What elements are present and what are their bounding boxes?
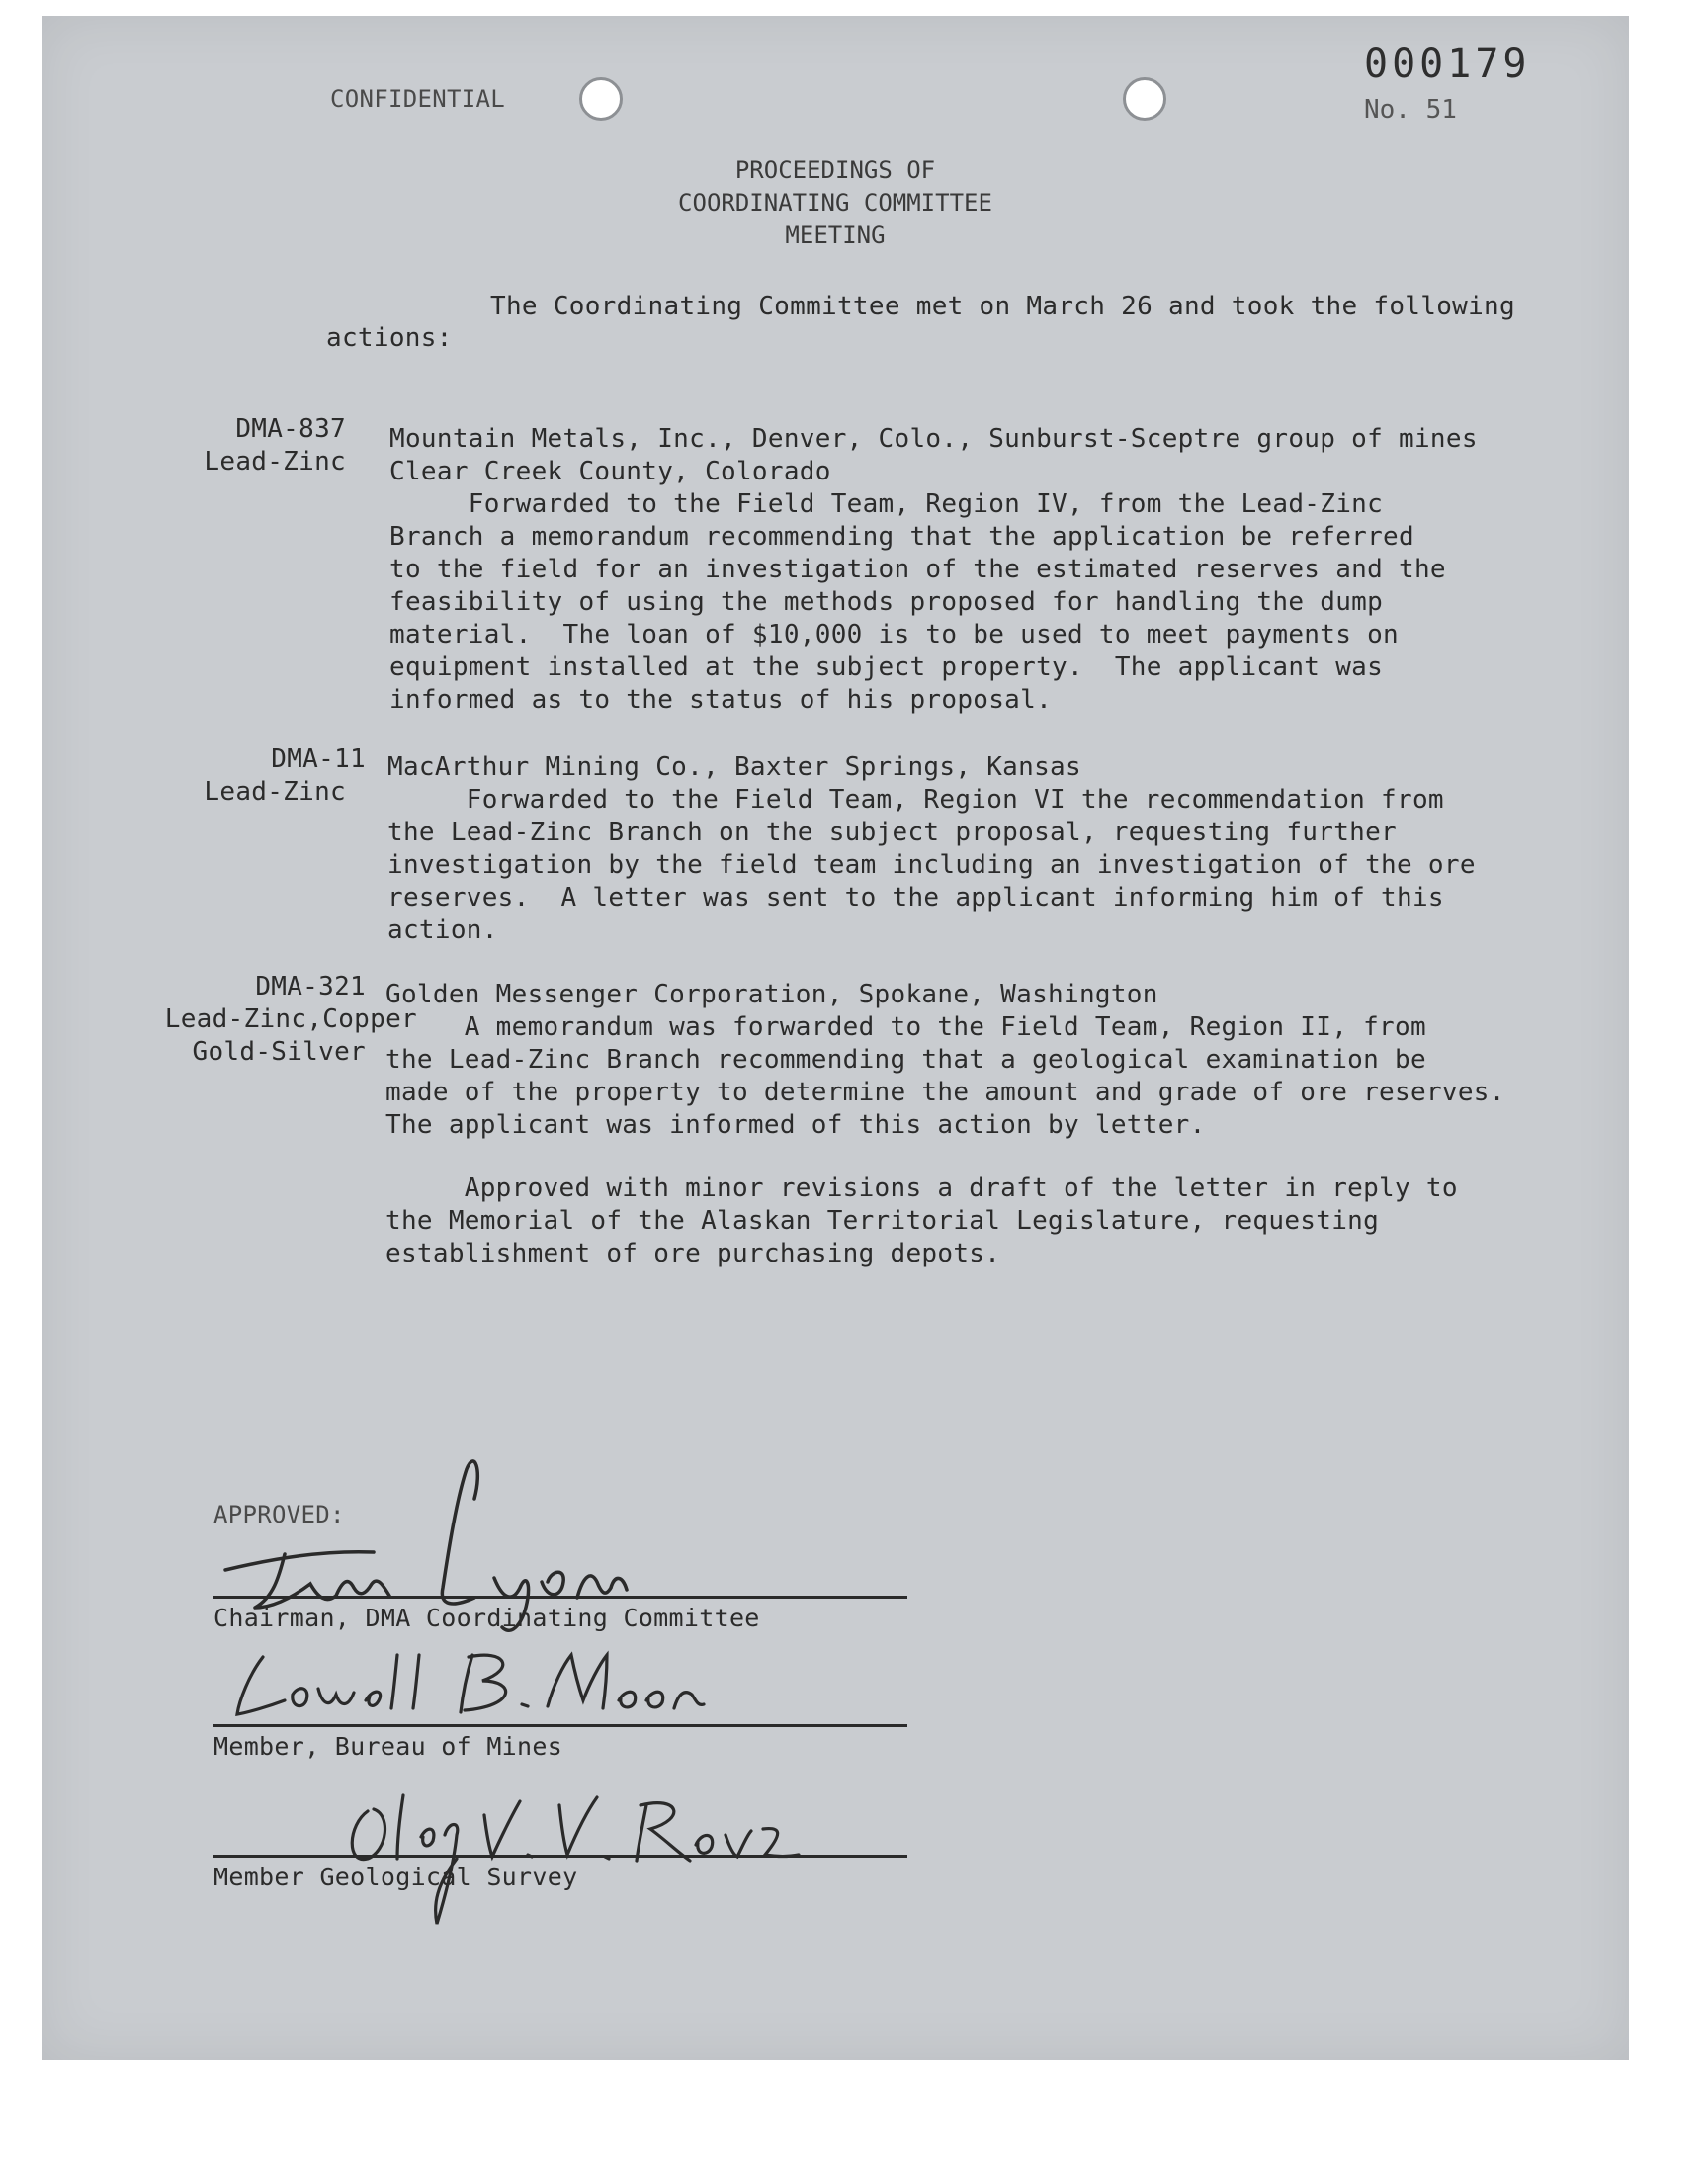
signature-line-chairman (214, 1596, 907, 1599)
item-line: Forwarded to the Field Team, Region IV, from the Lead-Zinc (389, 489, 1384, 519)
item-line: Golden Messenger Corporation, Spokane, Washington (385, 980, 1158, 1009)
closing-line: establishment of ore purchasing depots. (385, 1239, 1001, 1268)
item-line: material. The loan of $10,000 is to be used to meet payments on (389, 620, 1400, 650)
sheet-number: No. 51 (1364, 95, 1457, 125)
item-line: reserves. A letter was sent to the applicant informing him of this (387, 883, 1444, 913)
item-line: MacArthur Mining Co., Baxter Springs, Kansas (387, 752, 1081, 782)
document-page (42, 16, 1629, 2060)
title-line-2: COORDINATING COMMITTEE (678, 189, 992, 217)
item-line: feasibility of using the methods proposed for handling the dump (389, 587, 1384, 617)
intro-line-1: The Coordinating Committee met on March 26 and took the following (490, 292, 1515, 321)
item-category: Gold-Silver (192, 1037, 366, 1067)
item-line: made of the property to determine the amount and grade of ore reserves. (385, 1078, 1505, 1107)
item-category: Lead-Zinc (204, 777, 346, 807)
item-line: Forwarded to the Field Team, Region VI the recommendation from (387, 785, 1444, 815)
confidential-stamp: CONFIDENTIAL (330, 85, 505, 113)
item-line: informed as to the status of his proposal. (389, 685, 1053, 715)
item-line: A memorandum was forwarded to the Field Team, Region II, from (385, 1012, 1426, 1042)
bureau-of-mines-signature (219, 1645, 773, 1734)
document-number: 000179 (1364, 42, 1531, 87)
closing-line: Approved with minor revisions a draft of the letter in reply to (385, 1174, 1458, 1203)
chairman-title: Chairman, DMA Coordinating Committee (214, 1604, 760, 1632)
scan-margin (0, 2064, 1708, 2175)
item-line: Mountain Metals, Inc., Denver, Colo., Sunburst-Sceptre group of mines (389, 424, 1478, 454)
bureau-of-mines-title: Member, Bureau of Mines (214, 1732, 563, 1761)
item-line: the Lead-Zinc Branch recommending that a geological examination be (385, 1045, 1426, 1075)
item-line: Branch a memorandum recommending that the application be referred (389, 522, 1414, 552)
signature-line-bureau (214, 1724, 907, 1727)
item-code: DMA-11 (271, 744, 366, 774)
item-line: to the field for an investigation of the estimated reserves and the (389, 555, 1446, 584)
item-line: the Lead-Zinc Branch on the subject proposal, requesting further (387, 818, 1398, 847)
punch-hole-right (1123, 77, 1166, 121)
title-line-1: PROCEEDINGS OF (734, 156, 936, 184)
item-line: equipment installed at the subject property. The applicant was (389, 652, 1384, 682)
item-code: DMA-837 (235, 414, 346, 444)
punch-hole-left (579, 77, 623, 121)
closing-line: the Memorial of the Alaskan Territorial Legislature, requesting (385, 1206, 1380, 1236)
item-line: action. (387, 915, 498, 945)
item-line: The applicant was informed of this action by letter. (385, 1110, 1206, 1140)
title-line-3: MEETING (785, 221, 886, 249)
item-category: Lead-Zinc (204, 447, 346, 477)
item-line: Clear Creek County, Colorado (389, 457, 831, 486)
intro-line-2: actions: (326, 323, 453, 353)
item-line: investigation by the field team including an investigation of the ore (387, 850, 1476, 880)
item-category: Lead-Zinc,Copper (164, 1004, 417, 1034)
signature-line-survey (214, 1855, 907, 1858)
geological-survey-title: Member Geological Survey (214, 1863, 578, 1891)
approved-label: APPROVED: (214, 1501, 345, 1528)
item-code: DMA-321 (255, 972, 366, 1001)
